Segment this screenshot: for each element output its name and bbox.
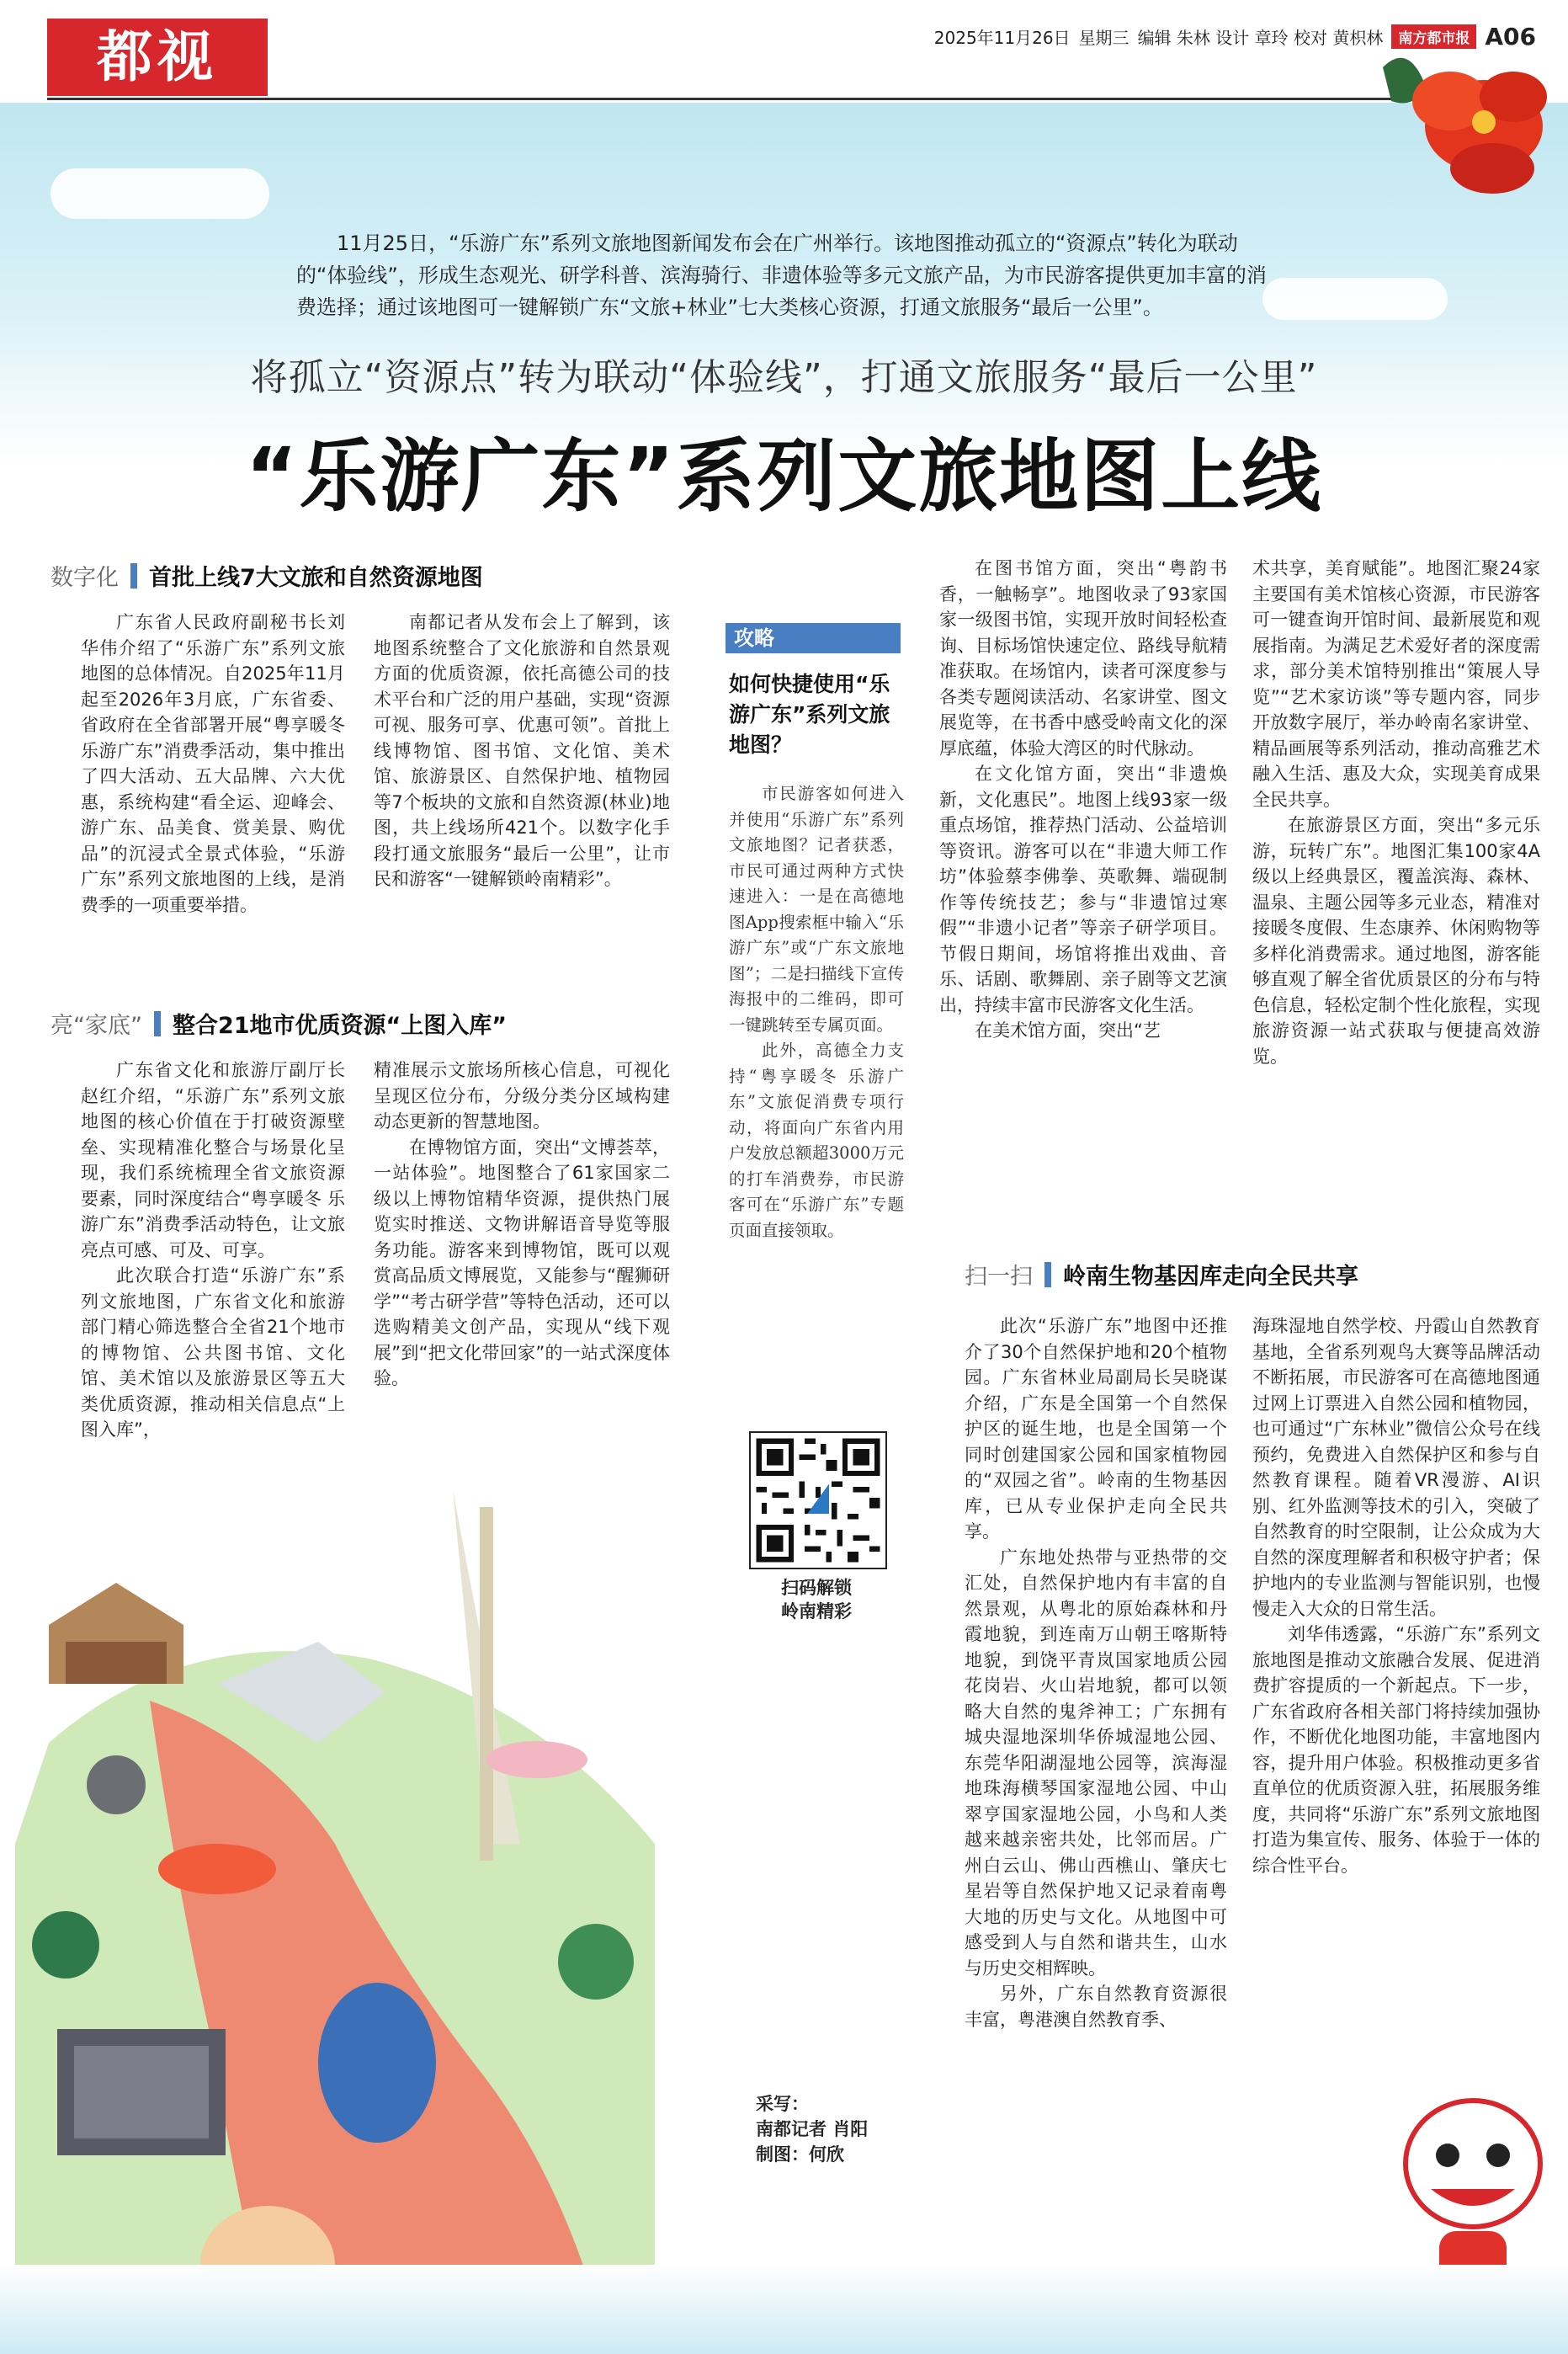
bottom-band: [0, 2265, 1568, 2354]
section-bar: [1044, 1262, 1051, 1287]
lion-dance-icon: [318, 1983, 436, 2143]
koi-fish-icon: [158, 1844, 276, 1894]
staff-credits: 编辑 朱林 设计 章玲 校对 黄枳林: [1137, 27, 1384, 48]
dolphin-icon: [486, 1741, 587, 1778]
article-column: [939, 556, 1227, 1044]
tree-icon: [558, 1924, 634, 2000]
section-kicker: 亮“家底”: [50, 1013, 142, 1039]
paragraph: 在博物馆方面，突出“文博荟萃，一站体验”。地图整合了61家国家二级以上博物馆精华资源，提供热门展览实时推送、文物讲解语音导览等服务功能。游客来到博物馆，既可以观赏高品质文博展览，又能参与“醒狮研学”“考古研学营”等特色活动，还可以选购精美文创产品，实现从“线下观展”到“把文化带回家”的一站式深度体验。: [374, 1137, 670, 1388]
guide-question: 如何快捷使用“乐游广东”系列文旅地图？: [729, 672, 890, 757]
article-column: [374, 1057, 670, 1392]
credits-line: 制图：何欣: [756, 2144, 844, 2165]
weekday: 星期三: [1078, 27, 1129, 48]
credits: [756, 2091, 941, 2167]
top-rule: [47, 98, 1528, 100]
illustrated-map: [15, 1490, 672, 2332]
section-bar: [154, 1011, 161, 1036]
section-heading: 首批上线7大文旅和自然资源地图: [149, 565, 483, 591]
paragraph: 海珠湿地自然学校、丹霞山自然教育基地，全省系列观鸟大赛等品牌活动不断拓展，市民游客可在高德地图通过网上订票进入自然公园和植物园，也可通过“广东林业”微信公众号在线预约，免费进入自然保护区和参与自然教育课程。随着VR漫游、AI识别、红外监测等技术的引入，突破了自然教育的时空限制，让公众成为大自然的深度理解者和积极守护者；保护地内的专业监测与智能识别，也慢慢走入大众的日常生活。: [1252, 1316, 1540, 1619]
article-column: [81, 1057, 345, 1443]
paragraph: 广东省文化和旅游厅副厅长赵红介绍，“乐游广东”系列文旅地图的核心价值在于打破资源壁垒、实现精准化整合与场景化呈现，我们系统梳理全省文旅资源要素，同时深度结合“粤享暖冬 乐游广东”消费季活动特色，让文旅亮点可感、可及、可享。: [81, 1060, 345, 1260]
section-head-biobank: [965, 1258, 1358, 1291]
crane-bird-icon: [87, 1755, 146, 1814]
section-heading: 岭南生物基因库走向全民共享: [1063, 1264, 1358, 1290]
paragraph: 在美术馆方面，突出“艺: [975, 1020, 1161, 1041]
tree-icon: [32, 1911, 99, 1979]
guide-paragraph: 市民游客如何进入并使用“乐游广东”系列文旅地图？记者获悉，市民可通过两种方式快速进入：一是在高德地图App搜索框中输入“乐游广东”或“广东文旅地图”；二是扫描线下宣传海报中的二维码，即可一键跳转至专属页面。: [729, 784, 904, 1035]
section-tag: 都视: [47, 19, 268, 96]
section-bar: [130, 563, 137, 588]
credits-line: 采写：: [756, 2094, 809, 2114]
paragraph: 精准展示文旅场所核心信息，可视化呈现区位分布，分级分类分区域构建动态更新的智慧地图。: [374, 1060, 670, 1132]
paragraph: 刘华伟透露，“乐游广东”系列文旅地图是推动文旅融合发展、促进消费扩容提质的一个新起点。下一步，广东省政府各相关部门将持续加强协作，不断优化地图功能，丰富地图内容，提升用户体验。积极推动更多省直单位的优质资源入驻，拓展服务维度，共同将“乐游广东”系列文旅地图打造为集宣传、服务、体验于一体的综合性平台。: [1252, 1624, 1540, 1876]
paragraph: 广东地处热带与亚热带的交汇处，自然保护地内有丰富的自然景观，从粤北的原始森林和丹霞地貌，到连南万山朝王喀斯特地貌，到饶平青岚国家地质公园花岗岩、火山岩地貌，都可以领略大自然的鬼斧神工；广东拥有城央湿地深圳华侨城湿地公园、东莞华阳湖湿地公园等，滨海湿地珠海横琴国家湿地公园、中山翠亨国家湿地公园，小鸟和人类越来越亲密共处，比邻而居。广州白云山、佛山西樵山、肇庆七星岩等自然保护地又记录着南粤大地的历史与文化。从地图中可感受到人与自然和谐共生，山水与历史交相辉映。: [965, 1547, 1227, 1979]
paragraph: 广东省人民政府副秘书长刘华伟介绍了“乐游广东”系列文旅地图的总体情况。自2025年11月起至2026年3月底，广东省委、省政府在全省部署开展“粤享暖冬 乐游广东”消费季活动，集中推出了四大活动、五大品牌、六大优惠，系统构建“看全运、迎峰会、游广东、品美食、赏美景、购优品”的沉浸式全景式体验，“乐游广东”系列文旅地图的上线，是消费季的一项重要举措。: [81, 612, 345, 915]
intro-text: 11月25日，“乐游广东”系列文旅地图新闻发布会在广州举行。该地图推动孤立的“资源点”转化为联动的“体验线”，形成生态观光、研学科普、滨海骑行、非遗体验等多元文旅产品，为市民游客提供更加丰富的消费选择；通过该地图可一键解锁广东“文旅+林业”七大类核心资源，打通文旅服务“最后一公里”。: [296, 232, 1267, 319]
section-kicker: 数字化: [50, 565, 119, 591]
subtitle: 将孤立“资源点”转为联动“体验线”，打通文旅服务“最后一公里”: [250, 356, 1318, 399]
guide-paragraph: 此外，高德全力支持“粤享暖冬 乐游广东”文旅促消费专项行动，将面向广东省内用户发放总额超3000万元的打车消费券，市民游客可在“乐游广东”专题页面直接领取。: [729, 1041, 904, 1240]
issue-date: 2025年11月26日: [933, 27, 1071, 48]
cloud-icon: [1262, 278, 1448, 320]
headline: “乐游广东”系列文旅地图上线: [245, 431, 1323, 523]
paragraph: 另外，广东自然教育资源很丰富，粤港澳自然教育季、: [965, 1984, 1227, 2030]
qr-label: 扫码解锁 岭南精彩: [781, 1578, 852, 1622]
section-head-digital: [50, 559, 483, 592]
section-kicker: 扫一扫: [965, 1264, 1033, 1290]
guide-tag: 攻略: [726, 623, 901, 653]
credits-line: 南都记者 肖阳: [756, 2119, 869, 2139]
paragraph: 术共享，美育赋能”。地图汇聚24家主要国有美术馆核心资源，市民游客可一键查询开馆时间、最新展览和观展指南。为满足艺术爱好者的深度需求，部分美术馆特别推出“策展人导览”“艺术家访谈”等专题内容，同步开放数字展厅，举办岭南名家讲堂、精品画展等系列活动，推动高雅艺术融入生活、惠及大众，实现美育成果全民共享。: [1252, 558, 1540, 810]
article-column: [374, 610, 670, 892]
cloud-icon: [50, 168, 269, 219]
article-column: [1252, 1313, 1540, 1878]
qr-code-icon[interactable]: [749, 1431, 887, 1569]
paragraph: 在文化馆方面，突出“非遗焕新，文化惠民”。地图上线93家一级重点场馆，推荐热门活动、公益培训等资讯。游客可以在“非遗大师工作坊”体验蔡李佛拳、英歌舞、端砚制作等传统技艺；参与“非遗馆过寒假”“非遗小记者”等亲子研学项目。节假日期间，场馆将推出戏曲、音乐、话剧、歌舞剧、亲子剧等文艺演出，持续丰富市民游客文化生活。: [939, 764, 1227, 1015]
intro-paragraph: [296, 227, 1273, 323]
article-column: [1252, 556, 1540, 1069]
paragraph: 在图书馆方面，突出“粤韵书香，一触畅享”。地图收录了93家国家一级图书馆，实现开放时间轻松查询、目标场馆快速定位、路线导航精准获取。在场馆内，读者可深度参与各类专题阅读活动、名家讲堂、图文展览等，在书香中感受岭南文化的深厚底蕴，体验大湾区的时代脉动。: [939, 558, 1227, 759]
section-head-resources: [50, 1007, 507, 1040]
paragraph: 在旅游景区方面，突出“多元乐游，玩转广东”。地图汇集100家4A级以上经典景区，覆盖滨海、森林、温泉、主题公园等多元业态，精准对接暖冬度假、生态康养、休闲购物等多样化消费需求。通过地图，游客能够直观了解全省优质景区的分布与特色信息，轻松定制个性化旅程，实现旅游资源一站式获取与便捷高效游览。: [1252, 815, 1540, 1067]
brand-logo: 南方都市报: [1391, 24, 1476, 49]
paragraph: 此次联合打造“乐游广东”系列文旅地图，广东省文化和旅游部门精心筛选整合全省21个地市的博物馆、公共图书馆、文化馆、美术馆以及旅游景区等五大类优质资源，推动相关信息点“上图入库”，: [81, 1265, 345, 1440]
page-number: A06: [1485, 22, 1536, 51]
article-column: [81, 610, 345, 918]
paragraph: 此次“乐游广东”地图中还推介了30个自然保护地和20个植物园。广东省林业局副局长吴晓谋介绍，广东是全国第一个自然保护区的诞生地，也是全国第一个同时创建国家公园和国家植物园的“双园之省”。岭南的生物基因库，已从专业保护走向全民共享。: [965, 1316, 1227, 1542]
kapok-flower-icon: [1358, 34, 1551, 210]
paragraph: 南都记者从发布会上了解到，该地图系统整合了文化旅游和自然景观方面的优质资源，依托高德公司的技术平台和广泛的用户基础，实现“资源可视、服务可享、优惠可领”。首批上线博物馆、图书馆、文化馆、美术馆、旅游景区、自然保护地、植物园等7个板块的文旅和自然资源(林业)地图，共上线场所421个。以数字化手段打通文旅服务“最后一公里”，让市民和游客“一键解锁岭南精彩”。: [374, 612, 670, 889]
guide-body: [729, 781, 904, 1244]
article-column: [965, 1313, 1227, 2032]
section-heading: 整合21地市优质资源“上图入库”: [172, 1013, 508, 1039]
